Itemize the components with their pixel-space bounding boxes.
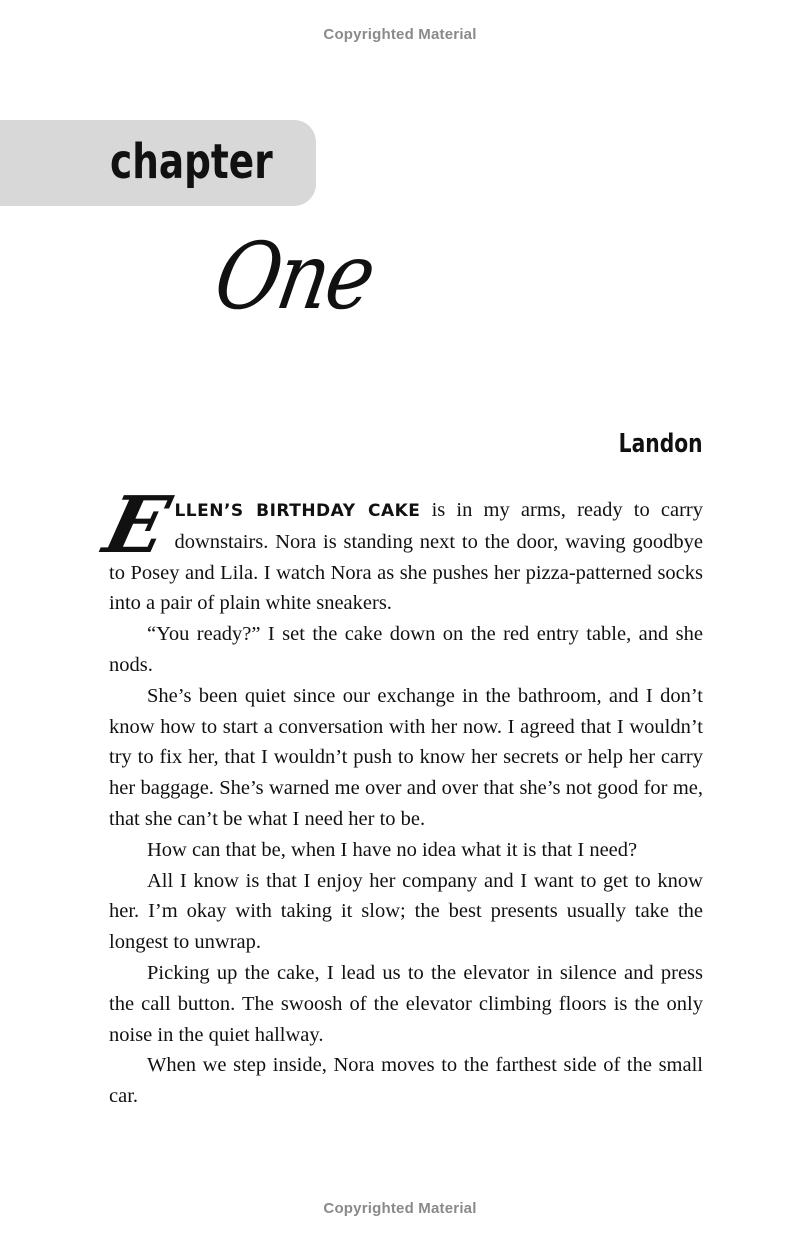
paragraph: When we step inside, Nora moves to the farthest side of the small car. <box>109 1054 703 1108</box>
watermark-bottom: Copyrighted Material <box>323 1200 477 1217</box>
drop-cap: E <box>95 480 178 571</box>
chapter-body <box>95 480 703 1112</box>
chapter-number: One <box>207 223 381 330</box>
paragraph: Picking up the cake, I lead us to the elevator in silence and press the call button. The swoosh of the elevator climbing floors is the only noise in the quiet hallway. <box>109 961 703 1046</box>
paragraph: How can that be, when I have no idea what it is that I need? <box>147 838 638 861</box>
pov-name: Landon <box>619 429 703 459</box>
first-paragraph <box>95 480 703 619</box>
first-paragraph-text: is in my arms, ready to carry downstairs. Nora is standing next to the door, waving goodbye to Posey and Lila. I watch Nora as she pushes her pizza-patterned socks into a pair of plain white sneakers. <box>109 499 703 615</box>
lead-in: LLEN’S BIRTHDAY CAKE <box>174 501 421 521</box>
paragraph: All I know is that I enjoy her company and I want to get to know her. I’m okay with taking it slow; the best presents usually take the longest to unwrap. <box>109 869 703 954</box>
paragraph: She’s been quiet since our exchange in the bathroom, and I don’t know how to start a conversation with her now. I agreed that I wouldn’t try to fix her, that I wouldn’t push to know her secrets or help her carry her baggage. She’s warned me over and over that she’s not good for me, that she can’t be what I need her to be. <box>109 684 703 830</box>
paragraph: “You ready?” I set the cake down on the red entry table, and she nods. <box>109 623 703 676</box>
chapter-label: chapter <box>110 134 273 190</box>
watermark-top: Copyrighted Material <box>323 26 477 43</box>
